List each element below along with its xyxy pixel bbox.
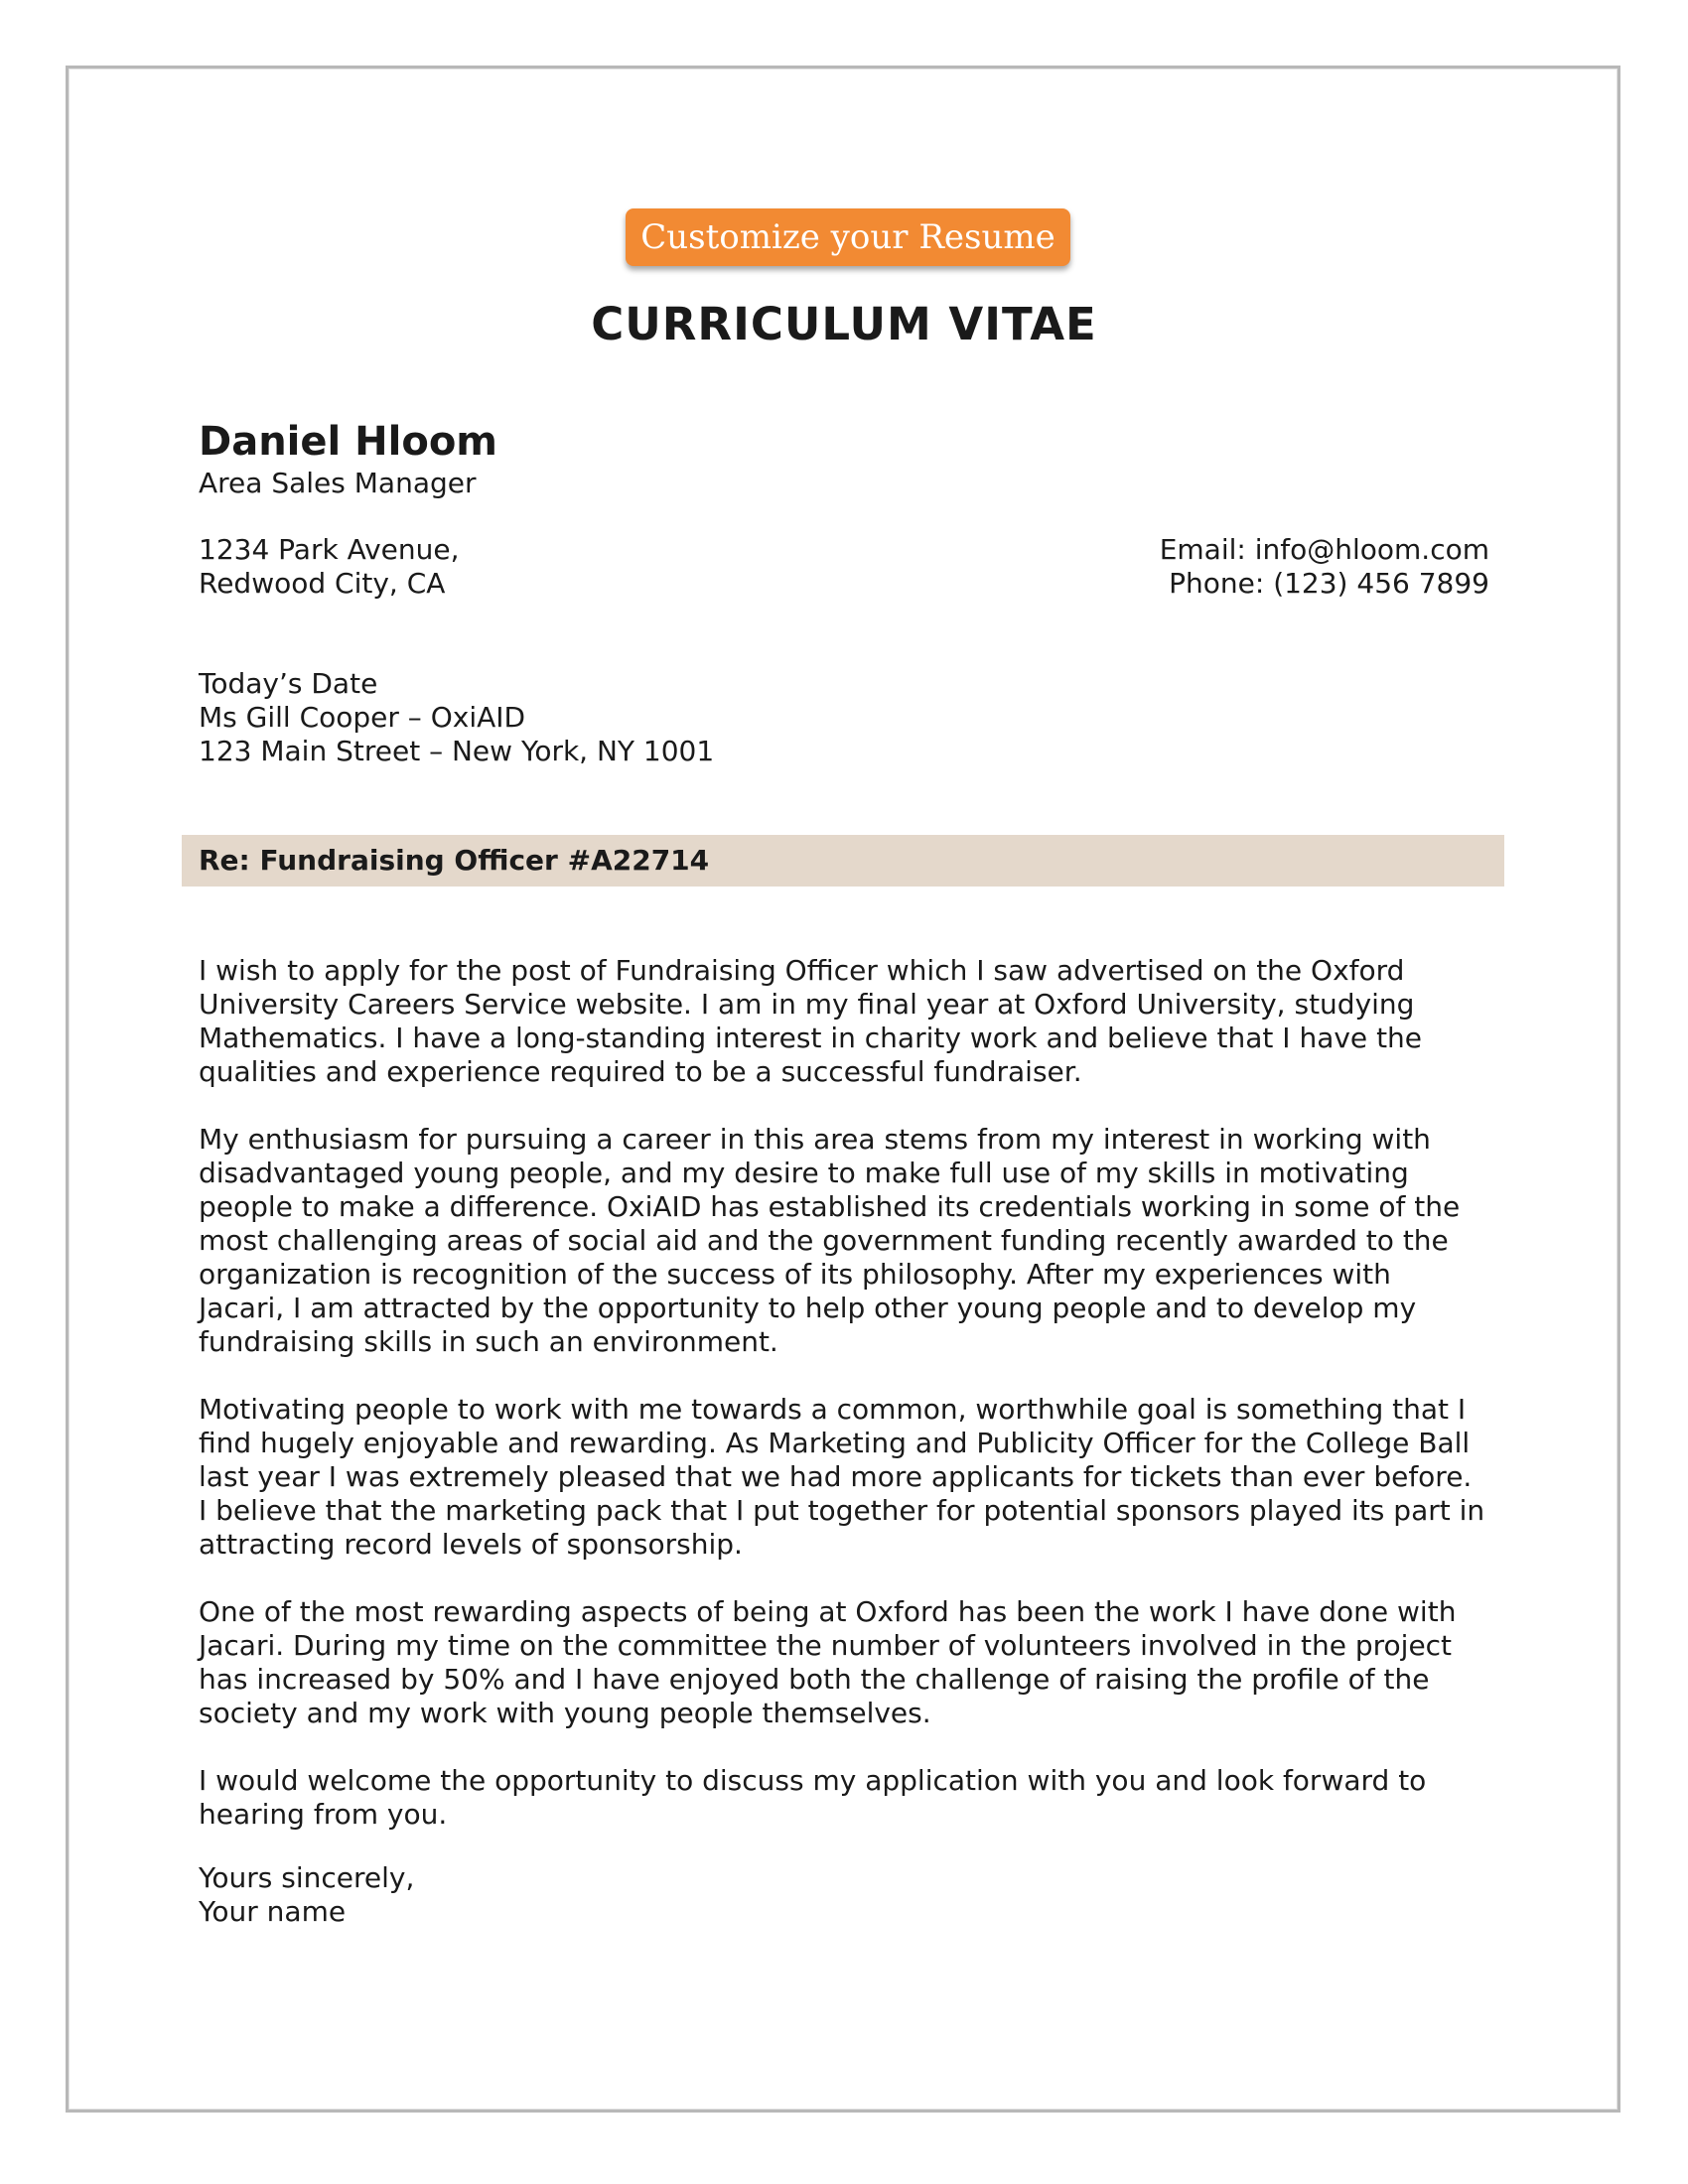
address-line-1: 1234 Park Avenue, [199, 533, 460, 566]
letter-date: Today’s Date [199, 667, 378, 700]
email-text: Email: info@hloom.com [1159, 533, 1489, 566]
applicant-address [199, 533, 460, 601]
document-title: CURRICULUM VITAE [591, 298, 1097, 350]
body-paragraph: Motivating people to work with me towards a common, worthwhile goal is something that I find hugely enjoyable and rewarding. As Marketing and Publicity Officer for the College Ball last year I was extremely pleased that we had more applicants for tickets than ever before. I believe that the marketing pack that I put together for potential sponsors played its part in attracting record levels of sponsorship. [199, 1393, 1485, 1561]
customize-resume-button[interactable]: Customize your Resume [626, 208, 1070, 266]
applicant-name: Daniel Hloom [199, 419, 497, 465]
body-paragraph: I wish to apply for the post of Fundraising Officer which I saw advertised on the Oxford University Careers Service website. I am in my final year at Oxford University, studying Mathematics. I have a long-standing interest in charity work and believe that I have the qualities and experience required to be a successful fundraiser. [199, 954, 1423, 1088]
subject-line: Re: Fundraising Officer #A22714 [199, 844, 710, 877]
subject-bar [182, 835, 1504, 887]
applicant-job-title: Area Sales Manager [199, 467, 477, 499]
recipient-contact: Ms Gill Cooper – OxiAID [199, 701, 526, 734]
body-paragraph: One of the most rewarding aspects of being at Oxford has been the work I have done with Jacari. During my time on the committee the number of volunteers involved in the project has increased by 50% and I have enjoyed both the challenge of raising the profile of the society and my work with young people themselves. [199, 1595, 1457, 1729]
recipient-block [199, 667, 714, 768]
body-paragraph: My enthusiasm for pursuing a career in this area stems from my interest in working with disadvantaged young people, and my desire to make full use of my skills in motivating people to make a difference. OxiAID has established its credentials working in some of the most challenging areas of social aid and the government funding recently awarded to the organization is recognition of the success of its philosophy. After my experiences with Jacari, I am attracted by the opportunity to help other young people and to develop my fundraising skills in such an environment. [199, 1123, 1461, 1358]
applicant-contact [1160, 533, 1489, 601]
letter-body [199, 954, 1499, 1865]
recipient-address: 123 Main Street – New York, NY 1001 [199, 735, 715, 767]
letter-closing [199, 1861, 414, 1929]
closing-signature: Your name [199, 1895, 347, 1928]
body-paragraph: I would welcome the opportunity to discuss my application with you and look forward to hearing from you. [199, 1764, 1427, 1831]
address-line-2: Redwood City, CA [199, 567, 446, 600]
phone-text: Phone: (123) 456 7899 [1169, 567, 1489, 600]
closing-salutation: Yours sincerely, [199, 1861, 415, 1894]
